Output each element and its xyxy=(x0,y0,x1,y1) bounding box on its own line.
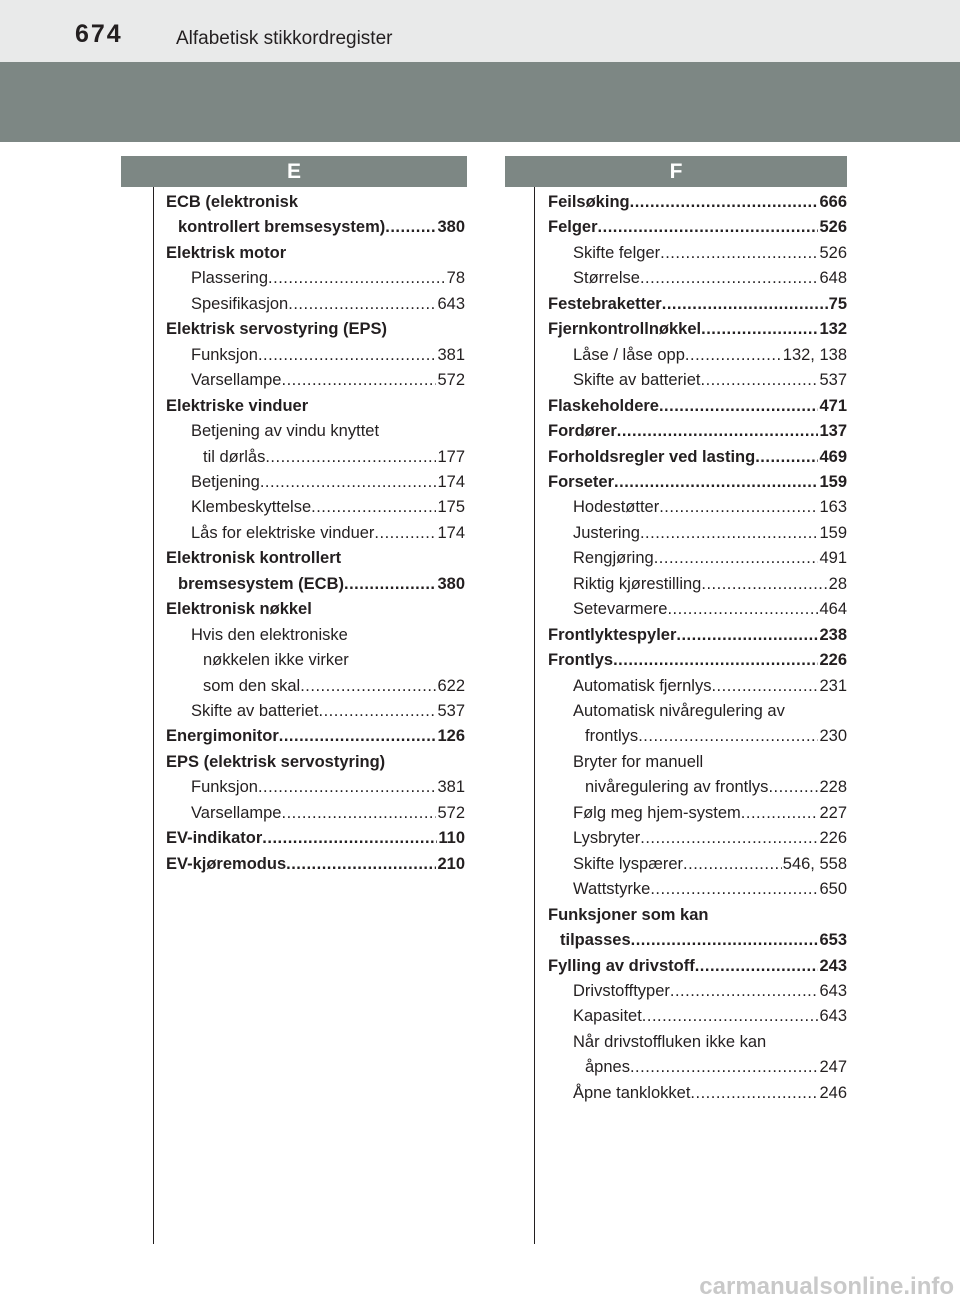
entry-label: Følg meg hjem-system xyxy=(573,803,741,822)
index-entry xyxy=(573,829,847,848)
dot-leader xyxy=(690,1084,818,1103)
entry-label: Betjening xyxy=(191,472,260,491)
dot-leader xyxy=(258,778,437,797)
entry-label: Funksjon xyxy=(191,345,258,364)
index-entry xyxy=(573,1007,847,1026)
index-entry xyxy=(573,498,847,517)
dot-leader xyxy=(701,320,818,339)
entry-page-number: 228 xyxy=(819,778,847,797)
entry-page-number: 110 xyxy=(438,829,465,848)
index-entry xyxy=(585,727,847,746)
entry-page-number: 132 xyxy=(819,320,847,339)
index-entry xyxy=(548,651,847,670)
index-entry xyxy=(548,626,847,645)
index-entry xyxy=(585,1058,847,1077)
index-entry xyxy=(191,422,465,441)
entry-label: EV-kjøremodus xyxy=(166,854,287,873)
index-entry xyxy=(573,1033,847,1052)
entry-page-number: 526 xyxy=(819,218,847,237)
entry-label: Fjernkontrollnøkkel xyxy=(548,320,702,339)
entry-label: Riktig kjørestilling xyxy=(573,574,702,593)
entry-label: Klembeskyttelse xyxy=(191,498,312,517)
entry-label: Festebraketter xyxy=(548,294,662,313)
dot-leader xyxy=(288,295,436,314)
entry-label: EPS (elektrisk servostyring) xyxy=(166,752,386,771)
entry-page-number: 491 xyxy=(819,549,847,568)
entry-page-number: 175 xyxy=(437,498,465,517)
entry-label: som den skal xyxy=(203,676,301,695)
entry-label: Flaskeholdere xyxy=(548,396,659,415)
index-entry xyxy=(191,524,465,543)
index-entry xyxy=(166,855,465,874)
dot-leader xyxy=(613,651,818,670)
index-entry xyxy=(573,524,847,543)
index-entry xyxy=(166,244,465,263)
dot-leader xyxy=(374,524,436,543)
entry-label: nivåregulering av frontlys xyxy=(585,778,769,797)
index-entry xyxy=(548,320,847,339)
entry-label: Automatisk nivåregulering av xyxy=(573,702,785,720)
entry-label: Plassering xyxy=(191,269,269,288)
dot-leader xyxy=(741,804,819,823)
dot-leader xyxy=(268,269,446,288)
entry-label: Skifte lyspærer xyxy=(573,854,684,873)
dot-leader xyxy=(598,218,819,237)
entry-label: Åpne tanklokket xyxy=(573,1083,691,1102)
index-entry xyxy=(178,218,465,237)
entry-page-number: 226 xyxy=(819,829,847,848)
dot-leader xyxy=(385,218,436,237)
dot-leader xyxy=(640,524,819,543)
index-entry xyxy=(166,727,465,746)
entry-page-number: 666 xyxy=(819,193,847,211)
index-entry xyxy=(191,295,465,314)
dot-leader xyxy=(617,422,819,441)
entry-label: Lås for elektriske vinduer xyxy=(191,523,375,542)
index-entry xyxy=(548,906,847,925)
index-entry xyxy=(573,346,847,365)
entry-label: kontrollert bremsesystem) xyxy=(178,218,386,237)
entry-page-number: 380 xyxy=(437,218,465,237)
dot-leader xyxy=(659,397,819,416)
entry-page-number: 572 xyxy=(437,803,465,822)
entry-page-number: 177 xyxy=(437,447,465,466)
dot-leader xyxy=(642,1007,819,1026)
entry-label: Forholdsregler ved lasting xyxy=(548,447,756,466)
entry-label: Elektronisk kontrollert xyxy=(166,549,342,568)
index-entry xyxy=(573,677,847,696)
index-entry xyxy=(191,371,465,390)
entry-label: til dørlås xyxy=(203,447,266,466)
entry-page-number: 653 xyxy=(819,931,847,950)
entry-page-number: 28 xyxy=(828,574,847,593)
dot-leader xyxy=(638,727,818,746)
index-entry xyxy=(585,778,847,797)
entry-page-number: 464 xyxy=(819,600,847,619)
entry-label: Varsellampe xyxy=(191,803,282,822)
entry-label: Setevarmere xyxy=(573,600,668,619)
index-entry xyxy=(573,753,847,772)
entry-page-number: 643 xyxy=(437,294,465,313)
dot-leader xyxy=(662,295,828,314)
dot-leader xyxy=(700,371,818,390)
index-entry xyxy=(166,193,465,212)
dot-leader xyxy=(683,855,782,874)
entry-page-number: 246 xyxy=(819,1083,847,1102)
entry-label: Feilsøking xyxy=(548,193,630,211)
entry-label: ECB (elektronisk xyxy=(166,193,299,211)
dot-leader xyxy=(670,982,819,1001)
index-entry xyxy=(548,397,847,416)
index-entry xyxy=(573,855,847,874)
entry-label: Frontlys xyxy=(548,651,614,670)
index-entry xyxy=(166,320,465,339)
dot-leader xyxy=(755,448,818,467)
index-entry xyxy=(166,600,465,619)
entry-page-number: 243 xyxy=(819,956,847,975)
entry-label: Elektrisk motor xyxy=(166,243,287,262)
dot-leader xyxy=(660,244,818,263)
entry-label: Spesifikasjon xyxy=(191,294,289,313)
entry-page-number: 226 xyxy=(819,651,847,670)
index-entry xyxy=(548,957,847,976)
dot-leader xyxy=(685,346,782,365)
entry-label: Skifte av batteriet xyxy=(573,371,701,390)
index-entry xyxy=(548,422,847,441)
index-entry xyxy=(203,677,465,696)
entry-page-number: 231 xyxy=(819,676,847,695)
dot-leader xyxy=(640,829,818,848)
entry-label: bremsesystem (ECB) xyxy=(178,574,344,593)
entry-label: Funksjon xyxy=(191,778,258,797)
entry-label: Betjening av vindu knyttet xyxy=(191,422,380,441)
page-header xyxy=(0,0,960,62)
index-entry xyxy=(548,295,847,314)
index-entry xyxy=(548,473,847,492)
dot-leader xyxy=(262,829,437,848)
index-entry xyxy=(191,498,465,517)
dot-leader xyxy=(265,448,436,467)
index-entry xyxy=(548,193,847,212)
dot-leader xyxy=(260,473,437,492)
entry-page-number: 238 xyxy=(819,625,847,644)
entry-label: Rengjøring xyxy=(573,549,654,568)
entry-label: Energimonitor xyxy=(166,727,279,746)
dot-leader xyxy=(711,677,818,696)
entry-page-number: 159 xyxy=(819,472,847,491)
dot-leader xyxy=(640,269,819,288)
entry-page-number: 159 xyxy=(819,523,847,542)
index-entry xyxy=(573,575,847,594)
entry-label: Lysbryter xyxy=(573,829,641,848)
entry-page-number: 126 xyxy=(437,727,465,746)
index-entry xyxy=(191,804,465,823)
dot-leader xyxy=(614,473,818,492)
index-entry xyxy=(166,753,465,772)
entry-page-number: 380 xyxy=(437,574,465,593)
dot-leader xyxy=(676,626,818,645)
entry-label: Skifte felger xyxy=(573,243,661,262)
index-entry xyxy=(203,448,465,467)
entry-page-number: 174 xyxy=(437,472,465,491)
entry-page-number: 78 xyxy=(446,269,465,288)
entry-page-number: 132, 138 xyxy=(782,345,847,364)
entry-label: Automatisk fjernlys xyxy=(573,676,712,695)
entry-label: Drivstofftyper xyxy=(573,981,670,1000)
entry-page-number: 469 xyxy=(819,447,847,466)
entry-page-number: 643 xyxy=(819,1007,847,1026)
index-entry xyxy=(191,473,465,492)
dot-leader xyxy=(630,193,819,212)
index-entry xyxy=(548,448,847,467)
entry-page-number: 174 xyxy=(437,523,465,542)
dot-leader xyxy=(650,880,818,899)
entry-page-number: 537 xyxy=(437,702,465,720)
index-entry xyxy=(573,880,847,899)
entry-page-number: 137 xyxy=(819,422,847,441)
index-entry xyxy=(191,702,465,721)
entry-label: Felger xyxy=(548,218,598,237)
entry-label: Skifte av batteriet xyxy=(191,702,319,720)
index-entry xyxy=(191,269,465,288)
index-entry xyxy=(573,702,847,721)
dot-leader xyxy=(701,575,827,594)
index-entry xyxy=(573,549,847,568)
entry-page-number: 163 xyxy=(819,498,847,517)
index-entry xyxy=(178,575,465,594)
entry-page-number: 381 xyxy=(437,345,465,364)
index-entry xyxy=(191,626,465,645)
dot-leader xyxy=(279,727,437,746)
index-entry xyxy=(573,371,847,390)
section-letter-e: E xyxy=(121,156,467,187)
entry-page-number: 526 xyxy=(819,243,847,262)
dot-leader xyxy=(631,931,819,950)
dot-leader xyxy=(654,549,819,568)
index-entry xyxy=(166,397,465,416)
index-entry xyxy=(166,549,465,568)
index-entry xyxy=(203,651,465,670)
entry-label: EV-indikator xyxy=(166,829,263,848)
dot-leader xyxy=(344,575,436,594)
entry-label: Størrelse xyxy=(573,269,640,288)
dot-leader xyxy=(695,957,819,976)
entry-page-number: 537 xyxy=(819,371,847,390)
entry-label: Fylling av drivstoff xyxy=(548,956,695,975)
index-entry xyxy=(573,804,847,823)
page-number: 674 xyxy=(75,20,123,48)
entry-label: Hvis den elektroniske xyxy=(191,625,348,644)
dot-leader xyxy=(281,804,436,823)
entry-page-number: 643 xyxy=(819,981,847,1000)
entry-label: Elektronisk nøkkel xyxy=(166,600,312,619)
entry-page-number: 546, 558 xyxy=(782,854,847,873)
index-entry xyxy=(560,931,847,950)
entry-label: nøkkelen ikke virker xyxy=(203,651,349,670)
entry-label: Frontlyktespyler xyxy=(548,625,677,644)
index-entry xyxy=(191,346,465,365)
section-letter-f: F xyxy=(505,156,847,187)
entry-label: Justering xyxy=(573,523,640,542)
entry-label: tilpasses xyxy=(560,931,631,950)
entry-page-number: 210 xyxy=(437,854,465,873)
dot-leader xyxy=(311,498,436,517)
entry-label: Hodestøtter xyxy=(573,498,660,517)
index-entry xyxy=(573,244,847,263)
entry-page-number: 227 xyxy=(819,803,847,822)
dot-leader xyxy=(286,855,436,874)
entry-label: Wattstyrke xyxy=(573,880,651,899)
entry-label: Bryter for manuell xyxy=(573,752,704,771)
header-band xyxy=(0,62,960,142)
index-entry xyxy=(573,269,847,288)
entry-label: åpnes xyxy=(585,1058,630,1077)
dot-leader xyxy=(300,677,436,696)
entry-page-number: 471 xyxy=(819,396,847,415)
entry-page-number: 247 xyxy=(819,1058,847,1077)
dot-leader xyxy=(630,1058,819,1077)
column-divider-e xyxy=(153,187,154,1244)
dot-leader xyxy=(667,600,818,619)
entry-page-number: 75 xyxy=(828,294,847,313)
entry-label: Elektrisk servostyring (EPS) xyxy=(166,320,388,339)
index-entry xyxy=(548,218,847,237)
entry-label: Når drivstoffluken ikke kan xyxy=(573,1032,767,1051)
entry-label: Elektriske vinduer xyxy=(166,396,309,415)
dot-leader xyxy=(258,346,437,365)
dot-leader xyxy=(318,702,436,721)
entry-page-number: 648 xyxy=(819,269,847,288)
entry-label: frontlys xyxy=(585,727,639,746)
entry-label: Forseter xyxy=(548,472,615,491)
index-entry xyxy=(573,600,847,619)
entry-label: Kapasitet xyxy=(573,1007,642,1026)
watermark: carmanualsonline.info xyxy=(699,1273,954,1300)
entry-page-number: 650 xyxy=(819,880,847,899)
entry-label: Varsellampe xyxy=(191,371,282,390)
entry-label: Låse / låse opp xyxy=(573,345,685,364)
entry-page-number: 381 xyxy=(437,778,465,797)
index-entry xyxy=(166,829,465,848)
column-divider-f xyxy=(534,187,535,1244)
entry-label: Fordører xyxy=(548,422,617,441)
entry-page-number: 230 xyxy=(819,727,847,746)
dot-leader xyxy=(768,778,818,797)
index-entry xyxy=(573,982,847,1001)
index-entry xyxy=(191,778,465,797)
entry-page-number: 622 xyxy=(437,676,465,695)
dot-leader xyxy=(659,498,818,517)
entry-label: Funksjoner som kan xyxy=(548,905,709,924)
index-entry xyxy=(573,1084,847,1103)
dot-leader xyxy=(281,371,436,390)
page-title: Alfabetisk stikkordregister xyxy=(176,28,393,49)
entry-page-number: 572 xyxy=(437,371,465,390)
